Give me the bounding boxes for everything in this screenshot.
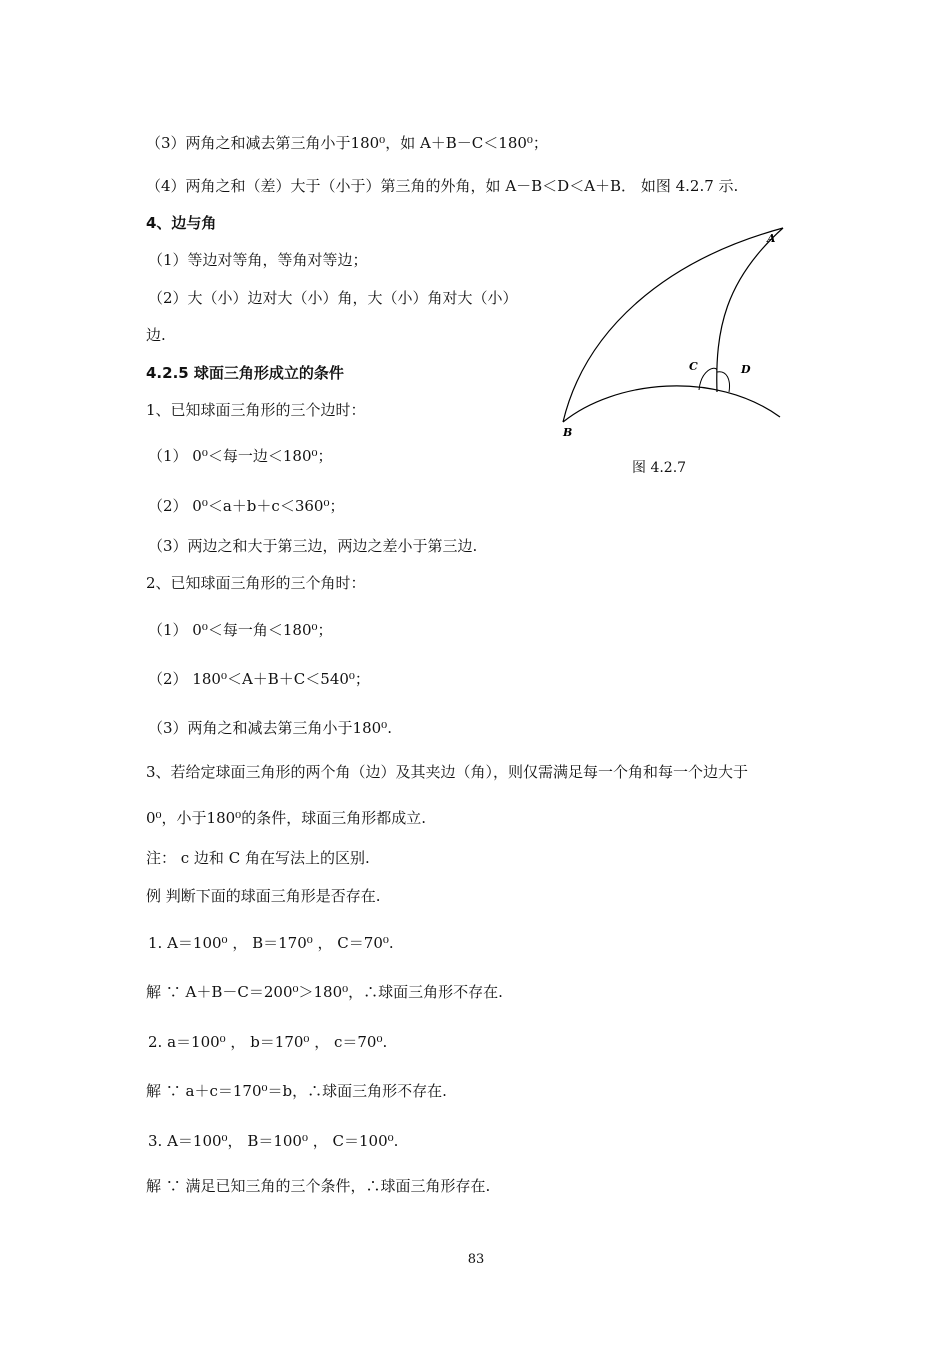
angle-d-mark bbox=[717, 372, 730, 392]
solution-line: 解 ∵ a＋c＝170⁰＝b，∴球面三角形不存在. bbox=[146, 1082, 447, 1100]
text-line: 2、已知球面三角形的三个角时： bbox=[146, 574, 366, 592]
text-line: （3）两边之和大于第三边，两边之差小于第三边. bbox=[148, 537, 478, 555]
figure-caption: 图 4.2.7 bbox=[632, 460, 687, 476]
text-line: 1. A＝100⁰ ， B＝170⁰ ， C＝70⁰. bbox=[148, 934, 394, 952]
page-number: 83 bbox=[467, 1252, 485, 1267]
spherical-triangle-figure bbox=[555, 220, 795, 445]
text-line: （1）等边对等角，等角对等边； bbox=[148, 251, 368, 269]
text-line: 3. A＝100⁰， B＝100⁰ ， C＝100⁰. bbox=[148, 1132, 399, 1150]
text-line: （2）大（小）边对大（小）角，大（小）角对大（小） bbox=[148, 289, 518, 307]
example-line: 例 判断下面的球面三角形是否存在. bbox=[146, 887, 381, 905]
text-line: 0⁰，小于180⁰的条件，球面三角形都成立. bbox=[146, 809, 426, 827]
label-b: B bbox=[563, 426, 573, 439]
label-a: A bbox=[767, 232, 776, 245]
text-line: 1、已知球面三角形的三个边时： bbox=[146, 401, 366, 419]
text-line: （1） 0⁰＜每一角＜180⁰； bbox=[148, 621, 333, 639]
text-line: （2） 0⁰＜a＋b＋c＜360⁰； bbox=[148, 497, 345, 515]
text-line: （2） 180⁰＜A＋B＋C＜540⁰； bbox=[148, 670, 370, 688]
label-c: C bbox=[689, 360, 698, 373]
angle-c-mark bbox=[699, 368, 717, 390]
text-line: （3）两角之和减去第三角小于180⁰，如 A＋B－C＜180⁰； bbox=[146, 134, 548, 152]
text-line: 边. bbox=[146, 326, 166, 344]
arc-base bbox=[563, 386, 780, 422]
solution-line: 解 ∵ A＋B－C＝200⁰＞180⁰，∴球面三角形不存在. bbox=[146, 983, 503, 1001]
text-line: （4）两角之和（差）大于（小于）第三角的外角，如 A－B＜D＜A＋B． 如图 4.2.7 示. bbox=[146, 177, 739, 195]
text-line: （3）两角之和减去第三角小于180⁰. bbox=[148, 719, 392, 737]
note-line: 注： c 边和 C 角在写法上的区别. bbox=[146, 849, 370, 867]
text-line: 2. a＝100⁰ ， b＝170⁰ ， c＝70⁰. bbox=[148, 1033, 388, 1051]
text-line: 3、若给定球面三角形的两个角（边）及其夹边（角），则仅需满足每一个角和每一个边大于 bbox=[146, 763, 749, 781]
solution-line: 解 ∵ 满足已知三角的三个条件，∴球面三角形存在. bbox=[146, 1177, 491, 1195]
section-heading: 4.2.5 球面三角形成立的条件 bbox=[146, 364, 344, 382]
section-heading: 4、边与角 bbox=[146, 214, 217, 232]
label-d: D bbox=[741, 363, 751, 376]
arc-ba bbox=[563, 228, 783, 422]
text-line: （1） 0⁰＜每一边＜180⁰； bbox=[148, 447, 333, 465]
